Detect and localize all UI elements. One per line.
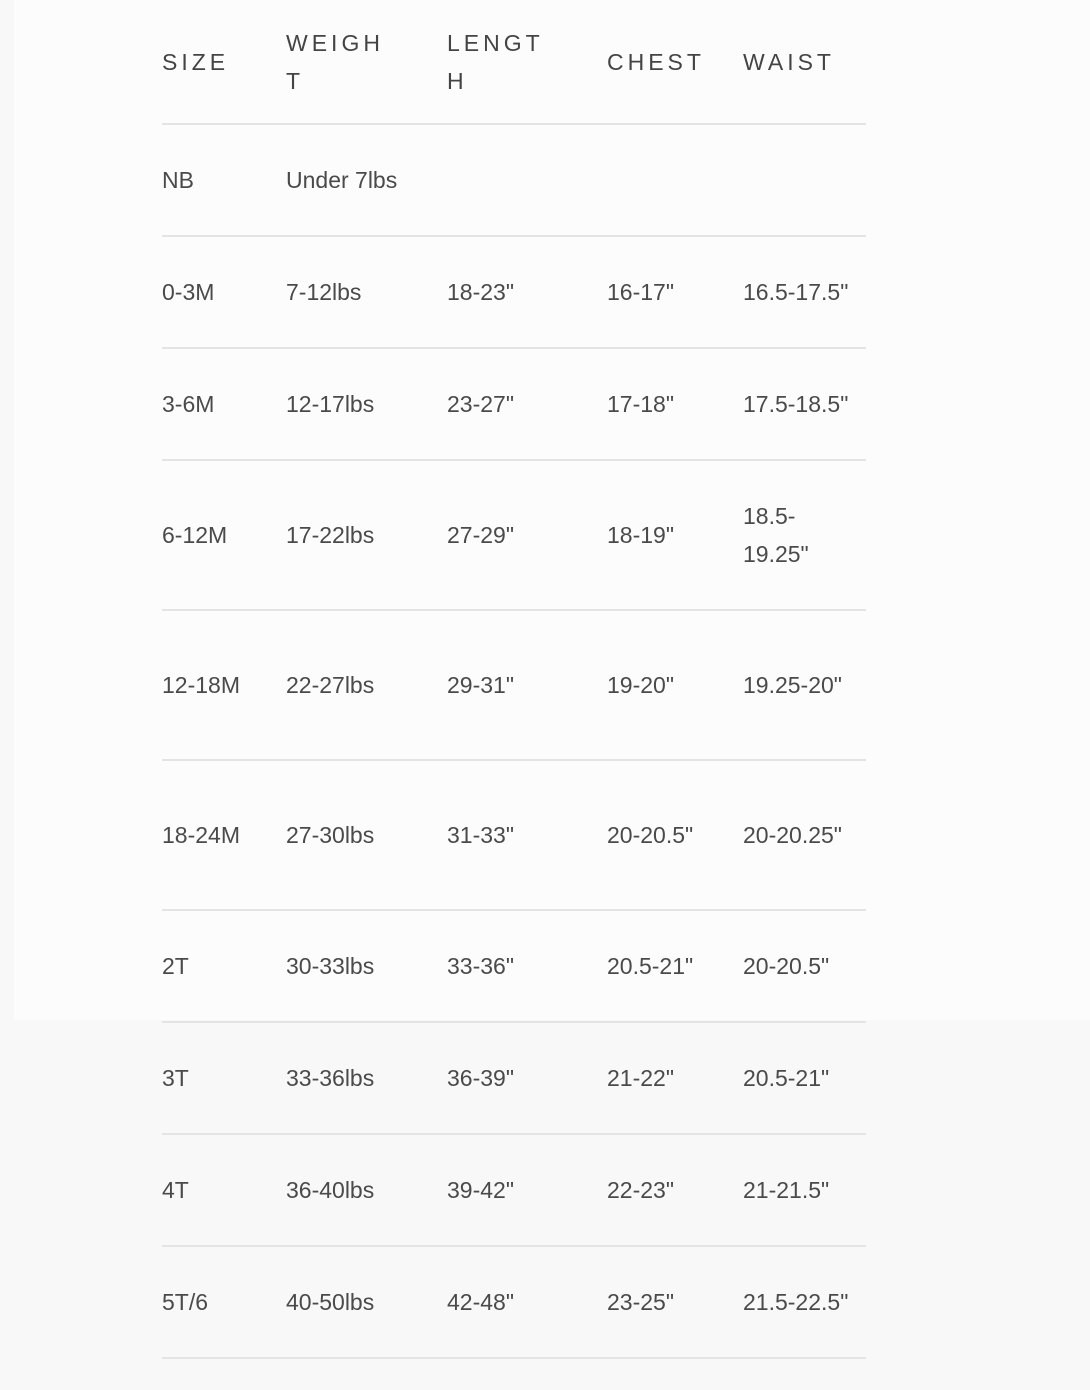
cell-size: 4T (162, 1134, 286, 1246)
cell-length: 29-31" (447, 610, 607, 760)
table-row (162, 910, 866, 1022)
header-length: LENGTH (447, 0, 607, 124)
cell-chest: 16-17" (607, 236, 743, 348)
cell-length: 39-42" (447, 1134, 607, 1246)
cell-length: 27-29" (447, 460, 607, 610)
cell-size: 0-3M (162, 236, 286, 348)
table-row (162, 1134, 866, 1246)
cell-length: 42-48" (447, 1246, 607, 1358)
cell-chest: 20.5-21" (607, 910, 743, 1022)
cell-weight: Under 7lbs (286, 124, 447, 236)
cell-chest: 17-18" (607, 348, 743, 460)
table-row (162, 1022, 866, 1134)
cell-waist: 17.5-18.5" (743, 348, 866, 460)
cell-waist: 16.5-17.5" (743, 236, 866, 348)
cell-length: 23-27" (447, 348, 607, 460)
cell-chest: 20-20.5" (607, 760, 743, 910)
cell-size: 3T (162, 1022, 286, 1134)
table-row (162, 124, 866, 236)
cell-chest: 18-19" (607, 460, 743, 610)
cell-size: 5T/6 (162, 1246, 286, 1358)
cell-length: 18-23" (447, 236, 607, 348)
cell-weight: 36-40lbs (286, 1134, 447, 1246)
table-row (162, 460, 866, 610)
cell-size: 3-6M (162, 348, 286, 460)
header-waist: WAIST (743, 0, 866, 124)
cell-length (447, 124, 607, 236)
cell-weight: 17-22lbs (286, 460, 447, 610)
cell-waist: 20-20.5" (743, 910, 866, 1022)
header-chest: CHEST (607, 0, 743, 124)
cell-size: 2T (162, 910, 286, 1022)
cell-weight: 40-50lbs (286, 1246, 447, 1358)
cell-chest: 21-22" (607, 1022, 743, 1134)
header-size: SIZE (162, 0, 286, 124)
cell-chest: 23-25" (607, 1246, 743, 1358)
table-row (162, 610, 866, 760)
cell-chest: 22-23" (607, 1134, 743, 1246)
cell-waist: 20.5-21" (743, 1022, 866, 1134)
cell-weight: 22-27lbs (286, 610, 447, 760)
cell-weight: 33-36lbs (286, 1022, 447, 1134)
cell-length: 36-39" (447, 1022, 607, 1134)
cell-weight: 27-30lbs (286, 760, 447, 910)
header-weight: WEIGHT (286, 0, 447, 124)
table-row (162, 1246, 866, 1358)
cell-waist: 18.5-19.25" (743, 460, 866, 610)
cell-weight: 30-33lbs (286, 910, 447, 1022)
cell-waist (743, 124, 866, 236)
header-row (162, 0, 866, 124)
cell-size: 18-24M (162, 760, 286, 910)
cell-weight: 12-17lbs (286, 348, 447, 460)
cell-chest (607, 124, 743, 236)
cell-weight: 7-12lbs (286, 236, 447, 348)
cell-waist: 21-21.5" (743, 1134, 866, 1246)
cell-size: NB (162, 124, 286, 236)
table-row (162, 236, 866, 348)
cell-length: 33-36" (447, 910, 607, 1022)
cell-size: 12-18M (162, 610, 286, 760)
table-row (162, 348, 866, 460)
cell-chest: 19-20" (607, 610, 743, 760)
cell-waist: 21.5-22.5" (743, 1246, 866, 1358)
cell-waist: 20-20.25" (743, 760, 866, 910)
table-row (162, 760, 866, 910)
cell-waist: 19.25-20" (743, 610, 866, 760)
size-chart-table (162, 0, 866, 1359)
cell-size: 6-12M (162, 460, 286, 610)
size-chart (162, 0, 866, 1359)
cell-length: 31-33" (447, 760, 607, 910)
